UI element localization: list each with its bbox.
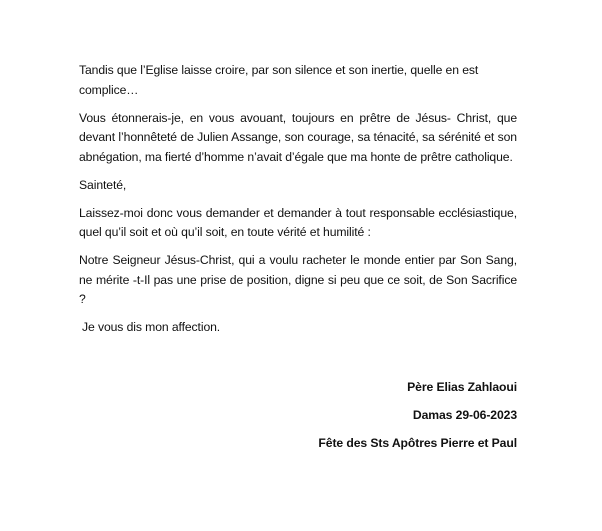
- paragraph-question: Notre Seigneur Jésus-Christ, qui a voulu racheter le monde entier par Son Sang, ne mérite -t-Il pas une prise de position, digne si peu que ce soit, de Son Sacrifice ?: [79, 253, 517, 306]
- signature-place-date: Damas 29-06-2023: [412, 408, 517, 422]
- paragraph-salutation: Sainteté,: [79, 177, 127, 192]
- paragraph-confession: Vous étonnerais-je, en vous avouant, toujours en prêtre de Jésus- Christ, que devant l’honnêteté de Julien Assange, son courage, sa ténacité, sa sérénité et son abnégation, ma fierté d’homme n’avait d’égale que ma honte de prêtre catholique.: [79, 110, 517, 164]
- signature-block: [318, 378, 517, 462]
- paragraph-closing: Je vous dis mon affection.: [82, 320, 221, 334]
- letter-body: [79, 61, 517, 346]
- paragraph-complicity: Tandis que l’Eglise laisse croire, par son silence et son inertie, quelle en est complice…: [79, 63, 479, 97]
- signature-name: Père Elias Zahlaoui: [407, 380, 517, 394]
- paragraph-request: Laissez-moi donc vous demander et demander à tout responsable ecclésiastique, quel qu’il soit et où qu’il soit, en toute vérité et humilité :: [79, 205, 517, 239]
- signature-feast: Fête des Sts Apôtres Pierre et Paul: [318, 436, 517, 450]
